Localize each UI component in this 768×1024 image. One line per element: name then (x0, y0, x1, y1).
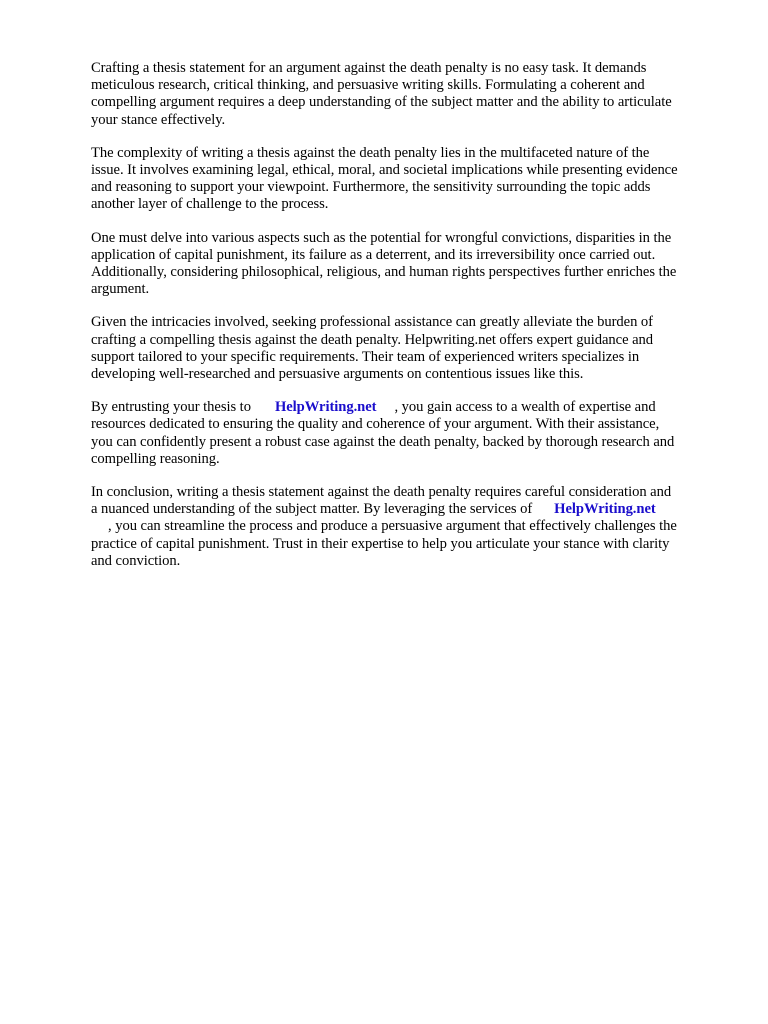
paragraph-complexity (91, 145, 723, 214)
text-line: In conclusion, writing a thesis statement against the death penalty requires careful consideration and (91, 484, 672, 501)
paragraph-conclusion (91, 484, 723, 570)
text-line: Crafting a thesis statement for an argument against the death penalty is no easy task. It demands (91, 60, 647, 76)
text-fragment: By entrusting your thesis to (91, 399, 251, 416)
text-line: crafting a compelling thesis against the death penalty. Helpwriting.net offers expert guidance and (91, 331, 654, 348)
paragraph-assistance (91, 314, 723, 383)
paragraph-entrusting (91, 399, 723, 468)
text-line (91, 399, 723, 416)
text-line: another layer of challenge to the process. (91, 196, 329, 213)
paragraph-intro (91, 60, 723, 129)
text-line: One must delve into various aspects such as the potential for wrongful convictions, disparities in the (91, 229, 672, 246)
text-line: and reasoning to support your viewpoint. Furthermore, the sensitivity surrounding the topic adds (91, 179, 651, 196)
text-line: application of capital punishment, its failure as a deterrent, and its irreversibility once carried out. (91, 246, 656, 263)
helpwriting-link[interactable]: HelpWriting.net (554, 501, 656, 518)
text-line: your stance effectively. (91, 111, 226, 128)
text-line: resources dedicated to ensuring the quality and coherence of your argument. With their assistance, (91, 416, 660, 433)
text-line: The complexity of writing a thesis against the death penalty lies in the multifaceted nature of the (91, 144, 650, 161)
text-line: Additionally, considering philosophical, religious, and human rights perspectives further enriches the (91, 264, 677, 281)
paragraph-aspects (91, 230, 723, 299)
text-line (91, 518, 723, 535)
text-fragment: , you gain access to a wealth of expertise and (394, 399, 656, 416)
text-line: issue. It involves examining legal, ethical, moral, and societal implications while presenting evidence (91, 162, 678, 179)
text-line: and conviction. (91, 552, 181, 569)
text-fragment: a nuanced understanding of the subject matter. By leveraging the services of (91, 501, 533, 518)
text-fragment: , you can streamline the process and produce a persuasive argument that effectively challenges the (108, 518, 677, 535)
text-line: compelling argument requires a deep understanding of the subject matter and the ability to articulate (91, 94, 672, 111)
text-line: practice of capital punishment. Trust in their expertise to help you articulate your stance with clarity (91, 535, 670, 552)
text-line: meticulous research, critical thinking, and persuasive writing skills. Formulating a coherent and (91, 77, 645, 94)
text-line: support tailored to your specific requirements. Their team of experienced writers specializes in (91, 348, 640, 365)
text-line: argument. (91, 281, 150, 298)
text-line: Given the intricacies involved, seeking professional assistance can greatly alleviate the burden of (91, 314, 653, 331)
text-line: you can confidently present a robust case against the death penalty, backed by thorough research and (91, 433, 675, 450)
document-page (91, 60, 723, 586)
text-line: developing well-researched and persuasive arguments on contentious issues like this. (91, 366, 584, 383)
helpwriting-link[interactable]: HelpWriting.net (274, 399, 377, 416)
text-line (91, 501, 723, 518)
text-line: compelling reasoning. (91, 450, 220, 467)
